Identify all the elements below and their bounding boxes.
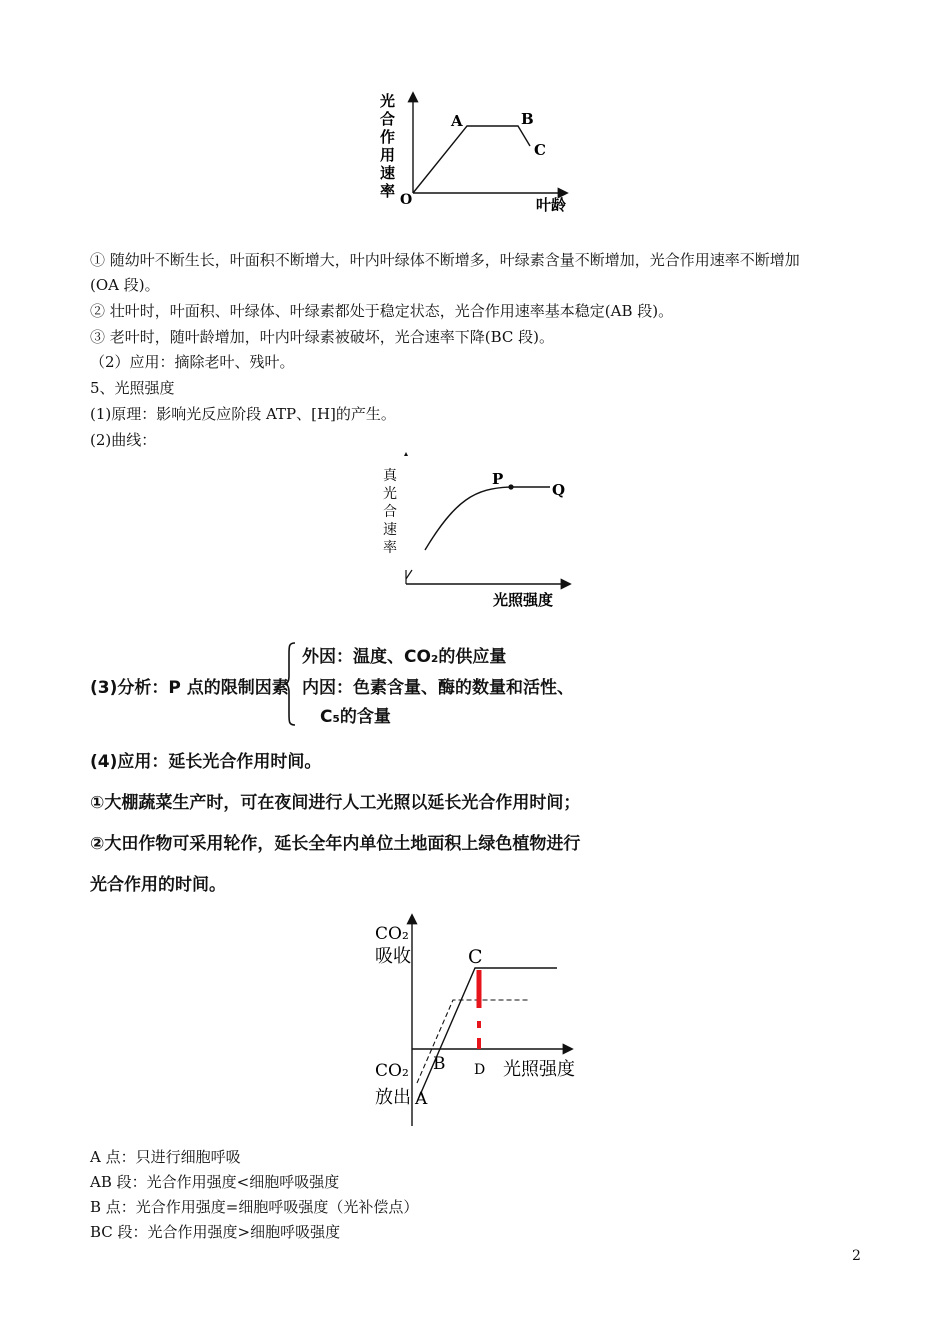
y-label-char: 用 [380, 146, 396, 164]
y-label-char: 作 [380, 128, 396, 146]
y-axis-arrow [404, 452, 408, 456]
y-label-char: 光 [383, 486, 397, 502]
application-item-2: ②大田作物可采用轮作，延长全年内单位土地面积上绿色植物进行 [90, 834, 581, 854]
leaf-age-p1b: (OA 段)。 [90, 276, 160, 294]
y-label-char: 率 [383, 540, 397, 556]
y-label-char: 合 [383, 504, 397, 520]
y-label-char: 光 [380, 92, 396, 110]
point-q-label: Q [552, 481, 566, 499]
application-item-1: ①大棚蔬菜生产时，可在夜间进行人工光照以延长光合作用时间； [90, 793, 581, 813]
note-a: A 点：只进行细胞呼吸 [90, 1148, 241, 1166]
point-b-label: B [521, 110, 534, 128]
analysis-external: 外因：温度、CO₂的供应量 [302, 647, 507, 667]
y-top-label-2: 吸收 [375, 946, 411, 967]
leaf-age-p3: ③ 老叶时，随叶龄增加，叶内叶绿素被破坏，光合速率下降(BC 段)。 [90, 328, 555, 346]
y-top-label-1: CO₂ [375, 924, 409, 944]
point-d-label: D [474, 1062, 486, 1078]
co2-exchange-chart [365, 908, 595, 1130]
light-curve [425, 487, 550, 550]
x-axis-label: 叶龄 [536, 196, 567, 214]
light-principle: (1)原理：影响光反应阶段 ATP、[H]的产生。 [90, 405, 396, 423]
application-title: (4)应用：延长光合作用时间。 [90, 752, 322, 772]
leaf-age-application: （2）应用：摘除老叶、残叶。 [90, 353, 295, 371]
y-label-char: 真 [383, 468, 397, 484]
y-axis-tick [406, 570, 412, 579]
analysis-internal-2: C₅的含量 [320, 707, 391, 727]
page-number: 2 [852, 1248, 861, 1264]
leaf-age-curve [413, 126, 530, 193]
x-axis-label: 光照强度 [493, 591, 554, 609]
note-bc: BC 段：光合作用强度>细胞呼吸强度 [90, 1223, 341, 1241]
leaf-age-chart [370, 88, 580, 218]
point-p-marker [508, 484, 513, 489]
analysis-lead: (3)分析：P 点的限制因素 [90, 678, 289, 698]
y-label-char: 合 [380, 110, 396, 128]
point-c-label: C [468, 946, 483, 968]
y-label-char: 速 [380, 164, 396, 182]
light-heading: 5、光照强度 [90, 379, 175, 397]
analysis-internal: 内因：色素含量、酶的数量和活性、 [302, 678, 574, 698]
point-a-label: A [415, 1089, 428, 1109]
note-ab: AB 段：光合作用强度<细胞呼吸强度 [90, 1173, 340, 1191]
point-a-label: A [451, 112, 463, 130]
y-bottom-label-2: 放出 [375, 1087, 411, 1108]
leaf-age-p2: ② 壮叶时，叶面积、叶绿体、叶绿素都处于稳定状态，光合作用速率基本稳定(AB 段)。 [90, 302, 674, 320]
light-curve-label: (2)曲线： [90, 431, 157, 449]
point-b-label: B [433, 1054, 446, 1074]
leaf-age-p1: ① 随幼叶不断生长，叶面积不断增大，叶内叶绿体不断增多，叶绿素含量不断增加，光合作用速率不断增加 [90, 251, 800, 269]
origin-label: O [400, 192, 413, 208]
y-label-char: 速 [383, 522, 397, 538]
application-item-2b: 光合作用的时间。 [90, 875, 226, 895]
x-axis-label: 光照强度 [503, 1059, 575, 1080]
point-c-label: C [534, 141, 546, 159]
brace-icon [283, 642, 297, 726]
y-bottom-label-1: CO₂ [375, 1061, 409, 1081]
point-p-label: P [492, 470, 504, 488]
light-intensity-chart [375, 448, 585, 616]
note-b: B 点：光合作用强度=细胞呼吸强度（光补偿点） [90, 1198, 419, 1216]
y-label-char: 率 [380, 182, 396, 200]
